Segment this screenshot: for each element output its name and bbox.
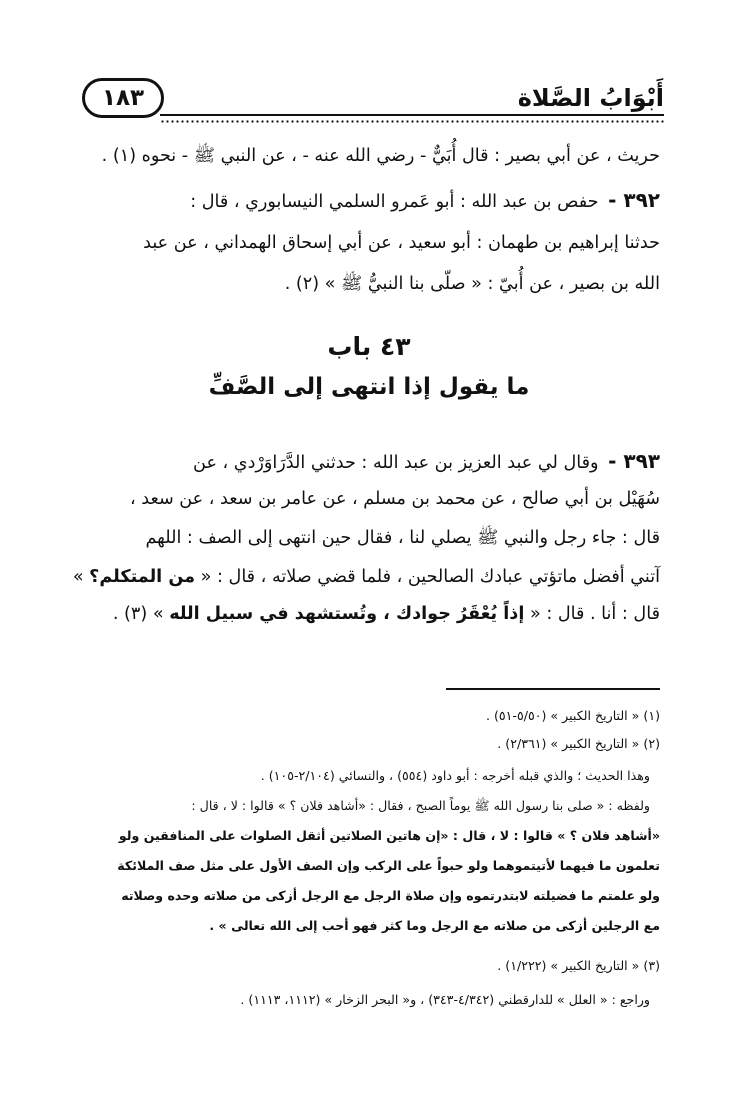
- entry-392-line-2: حدثنا إبراهيم بن طهمان : أبو سعيد ، عن أبي إسحاق الهمداني ، عن عبد: [143, 233, 660, 253]
- footnote-2-line-b: ولفظه : « صلى بنا رسول الله ﷺ يوماً الصبح ، فقال : «أشاهد فلان ؟ » قالوا : لا ، قال :: [191, 798, 650, 813]
- footnote-3-line-a: وراجع : « العلل » للدارقطني (٤/٣٤٢-٣٤٣) ، و« البحر الزخار » (١١١٢، ١١١٣) .: [240, 992, 650, 1007]
- entry-393-text-4: آتني أفضل ماتؤتي عبادك الصالحين ، فلما قضي صلاته ، قال : «: [200, 567, 660, 587]
- entry-392-text-1: حفص بن عبد الله : أبو عَمرو السلمي النيسابوري ، قال :: [190, 192, 599, 212]
- entry-393-quote-1: من المتكلم؟: [89, 567, 196, 587]
- entry-393-text-5: قال : أنا . قال : «: [529, 604, 660, 624]
- footnote-separator: [446, 688, 660, 690]
- entry-393-quote-2-end: » (٣) .: [112, 604, 164, 624]
- page-header: [82, 78, 664, 124]
- header-rule: [160, 114, 664, 123]
- entry-393-line-1: [78, 447, 660, 477]
- running-title: أَبْوَابُ الصَّلاة: [517, 84, 664, 112]
- page-number-badge: [82, 78, 164, 118]
- entry-392-line-3: الله بن بصير ، عن أُبيّ : « صلّى بنا النبيُّ ﷺ » (٢) .: [284, 274, 660, 294]
- page-number: ١٨٣: [101, 85, 145, 111]
- entry-392-line-1: [78, 186, 660, 216]
- entry-393-quote-2: إذاً يُعْقَرُ جوادك ، وتُستشهد في سبيل الله: [169, 604, 525, 624]
- footnote-2: (٢) « التاريخ الكبير » (٢/٣٦١) .: [497, 736, 660, 751]
- chapter-number: ٤٣ باب: [327, 332, 411, 361]
- footnote-2-line-d: تعلمون ما فيهما لأتيتموهما ولو حبواً على الركب وإن الصف الأول على مثل صف الملائكة: [117, 858, 660, 873]
- entry-393-quote-1-end: »: [72, 567, 84, 587]
- footnote-2-line-e: ولو علمتم ما فضيلته لابتدرتموه وإن صلاة الرجل مع الرجل أزكى من صلاته وحده وصلاته: [121, 888, 660, 903]
- entry-393-text-1: وقال لي عبد العزيز بن عبد الله : حدثني الدَّرَاوَرْدي ، عن: [193, 453, 599, 473]
- footnote-1: (١) « التاريخ الكبير » (٥/٥٠-٥١) .: [485, 708, 660, 723]
- entry-392-number: ٣٩٢ -: [608, 188, 660, 212]
- entry-393-line-5: [78, 600, 660, 628]
- footnote-2-line-a: وهذا الحديث ؛ والذي قبله أخرجه : أبو داود (٥٥٤) ، والنسائي (٢/١٠٤-١٠٥) .: [260, 768, 650, 783]
- entry-393-number: ٣٩٣ -: [608, 449, 660, 473]
- body-line-continuation: حريث ، عن أبي بصير : قال أُبَيٌّ - رضي الله عنه - ، عن النبي ﷺ - نحوه (١) .: [101, 146, 660, 166]
- entry-393-line-4: [72, 563, 660, 591]
- footnote-2-line-c: «أشاهد فلان ؟ » قالوا : لا ، قال : «إن هاتين الصلاتين أثقل الصلوات على المنافقين ولو: [118, 828, 660, 843]
- footnote-2-line-f: مع الرجلين أزكى من صلاته مع الرجل وما كثر فهو أحب إلى الله تعالى » .: [209, 918, 660, 933]
- entry-393-line-3: قال : جاء رجل والنبي ﷺ يصلي لنا ، فقال حين انتهى إلى الصف : اللهم: [145, 528, 660, 548]
- footnote-3: (٣) « التاريخ الكبير » (١/٢٢٢) .: [497, 958, 660, 973]
- entry-393-line-2: سُهَيْل بن أبي صالح ، عن محمد بن مسلم ، عن عامر بن سعد ، عن سعد ،: [129, 489, 660, 509]
- chapter-title: ما يقول إذا انتهى إلى الصَّفِّ: [208, 374, 530, 400]
